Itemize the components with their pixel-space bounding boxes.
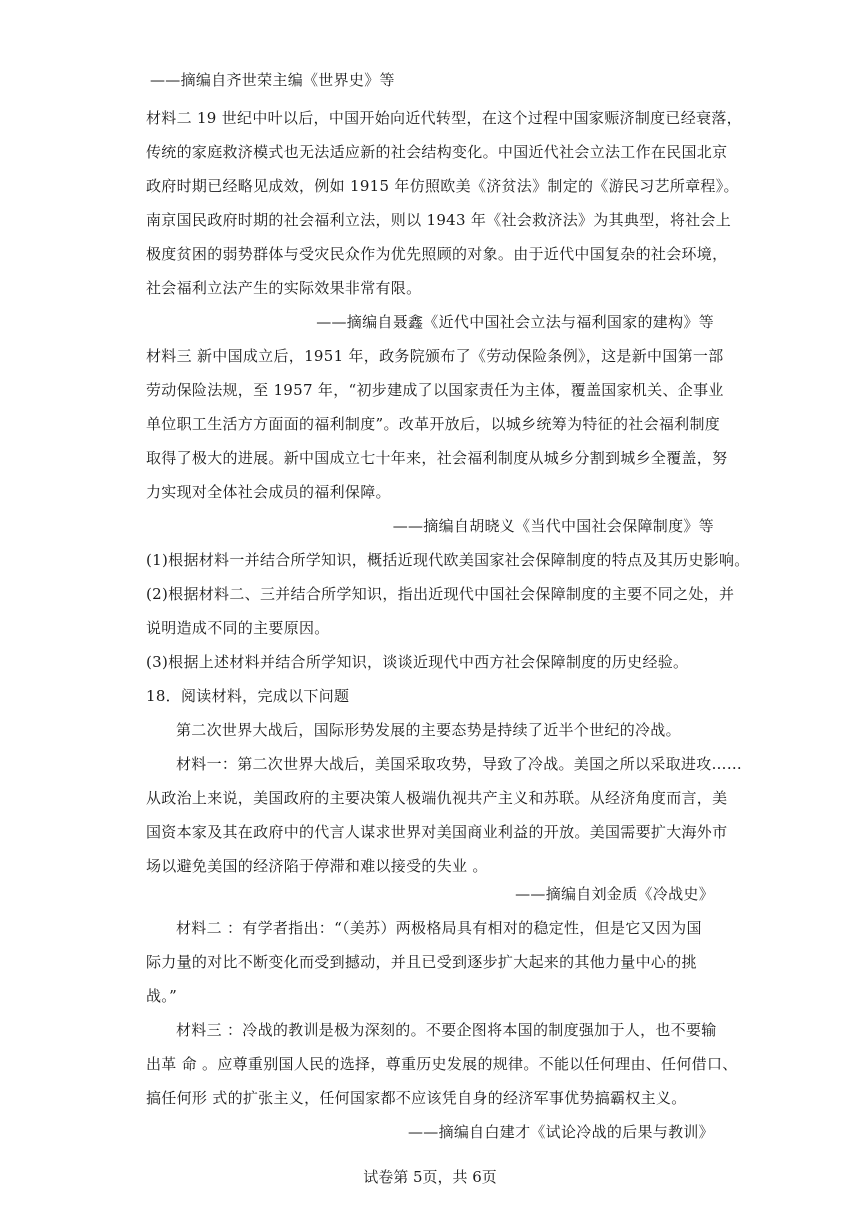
material-2-line-5: 极度贫困的弱势群体与受灾民众作为优先照顾的对象。由于近代中国复杂的社会环境，	[146, 245, 728, 263]
q18-material-3-line-2: 出革 命 。应尊重别国人民的选择，尊重历史发展的规律。不能以任何理由、任何借口、	[146, 1055, 738, 1073]
page-footer: 试卷第 5页，共 6页	[363, 1168, 497, 1186]
q18-material-1-line-4: 场以避免美国的经济陷于停滞和难以接受的失业 。	[146, 857, 488, 875]
q18-material-2-line-3: 战。”	[146, 987, 178, 1005]
q18-intro: 第二次世界大战后，国际形势发展的主要态势是持续了近半个世纪的冷战。	[176, 721, 681, 739]
material-2-line-6: 社会福利立法产生的实际效果非常有限。	[146, 279, 422, 297]
q18-material-3-line-1: 材料三 ：冷战的教训是极为深刻的。不要企图将本国的制度强加于人，也不要输	[176, 1021, 717, 1039]
question-2-line-2: 说明造成不同的主要原因。	[146, 619, 330, 637]
source-citation-2: ——摘编自聂鑫《近代中国社会立法与福利国家的建构》等	[316, 313, 714, 331]
source-citation-4: ——摘编自刘金质《冷战史》	[515, 885, 714, 903]
material-3-line-3: 单位职工生活方方面面的福利制度”。改革开放后，以城乡统筹为特征的社会福利制度	[146, 415, 721, 433]
question-18-heading: 18．阅读材料，完成以下问题	[146, 687, 350, 705]
material-3-line-5: 力实现对全体社会成员的福利保障。	[146, 483, 391, 501]
q18-material-1-line-1: 材料一：第二次世界大战后，美国采取攻势，导致了冷战。美国之所以采取进攻……	[176, 755, 743, 773]
material-2-line-2: 传统的家庭救济模式也无法适应新的社会结构变化。中国近代社会立法工作在民国北京	[146, 143, 728, 161]
q18-material-2-line-1: 材料二 ：有学者指出：“（美苏）两极格局具有相对的稳定性，但是它又因为国	[176, 919, 702, 937]
source-citation-3: ——摘编自胡晓义《当代中国社会保障制度》等	[392, 517, 714, 535]
material-3-line-4: 取得了极大的进展。新中国成立七十年来，社会福利制度从城乡分割到城乡全覆盖，努	[146, 449, 728, 467]
question-2-line-1: (2)根据材料二、三并结合所学知识，指出近现代中国社会保障制度的主要不同之处，并	[146, 585, 735, 603]
question-1: (1)根据材料一并结合所学知识，概括近现代欧美国家社会保障制度的特点及其历史影响。	[146, 551, 750, 569]
material-2-line-3: 政府时期已经略见成效，例如 1915 年仿照欧美《济贫法》制定的《游民习艺所章程》。	[146, 177, 739, 195]
source-citation-5: ——摘编自白建才《试论冷战的后果与教训》	[407, 1123, 714, 1141]
material-2-line-1: 材料二 19 世纪中叶以后，中国开始向近代转型，在这个过程中国家赈济制度已经衰落，	[146, 109, 742, 127]
q18-material-1-line-3: 国资本家及其在政府中的代言人谋求世界对美国商业利益的开放。美国需要扩大海外市	[146, 823, 728, 841]
material-2-line-4: 南京国民政府时期的社会福利立法，则以 1943 年《社会救济法》为其典型，将社会上	[146, 211, 732, 229]
material-3-line-2: 劳动保险法规，至 1957 年，“初步建成了以国家责任为主体，覆盖国家机关、企事业	[146, 381, 724, 399]
material-3-line-1: 材料三 新中国成立后，1951 年，政务院颁布了《劳动保险条例》，这是新中国第一部	[146, 347, 724, 365]
question-3: (3)根据上述材料并结合所学知识，谈谈近现代中西方社会保障制度的历史经验。	[146, 653, 689, 671]
q18-material-1-line-2: 从政治上来说，美国政府的主要决策人极端仇视共产主义和苏联。从经济角度而言，美	[146, 789, 728, 807]
q18-material-2-line-2: 际力量的对比不断变化而受到撼动，并且已受到逐步扩大起来的其他力量中心的挑	[146, 953, 697, 971]
q18-material-3-line-3: 搞任何形 式的扩张主义，任何国家都不应该凭自身的经济军事优势搞霸权主义。	[146, 1089, 687, 1107]
source-citation-1: ——摘编自齐世荣主编《世界史》等	[150, 71, 395, 89]
